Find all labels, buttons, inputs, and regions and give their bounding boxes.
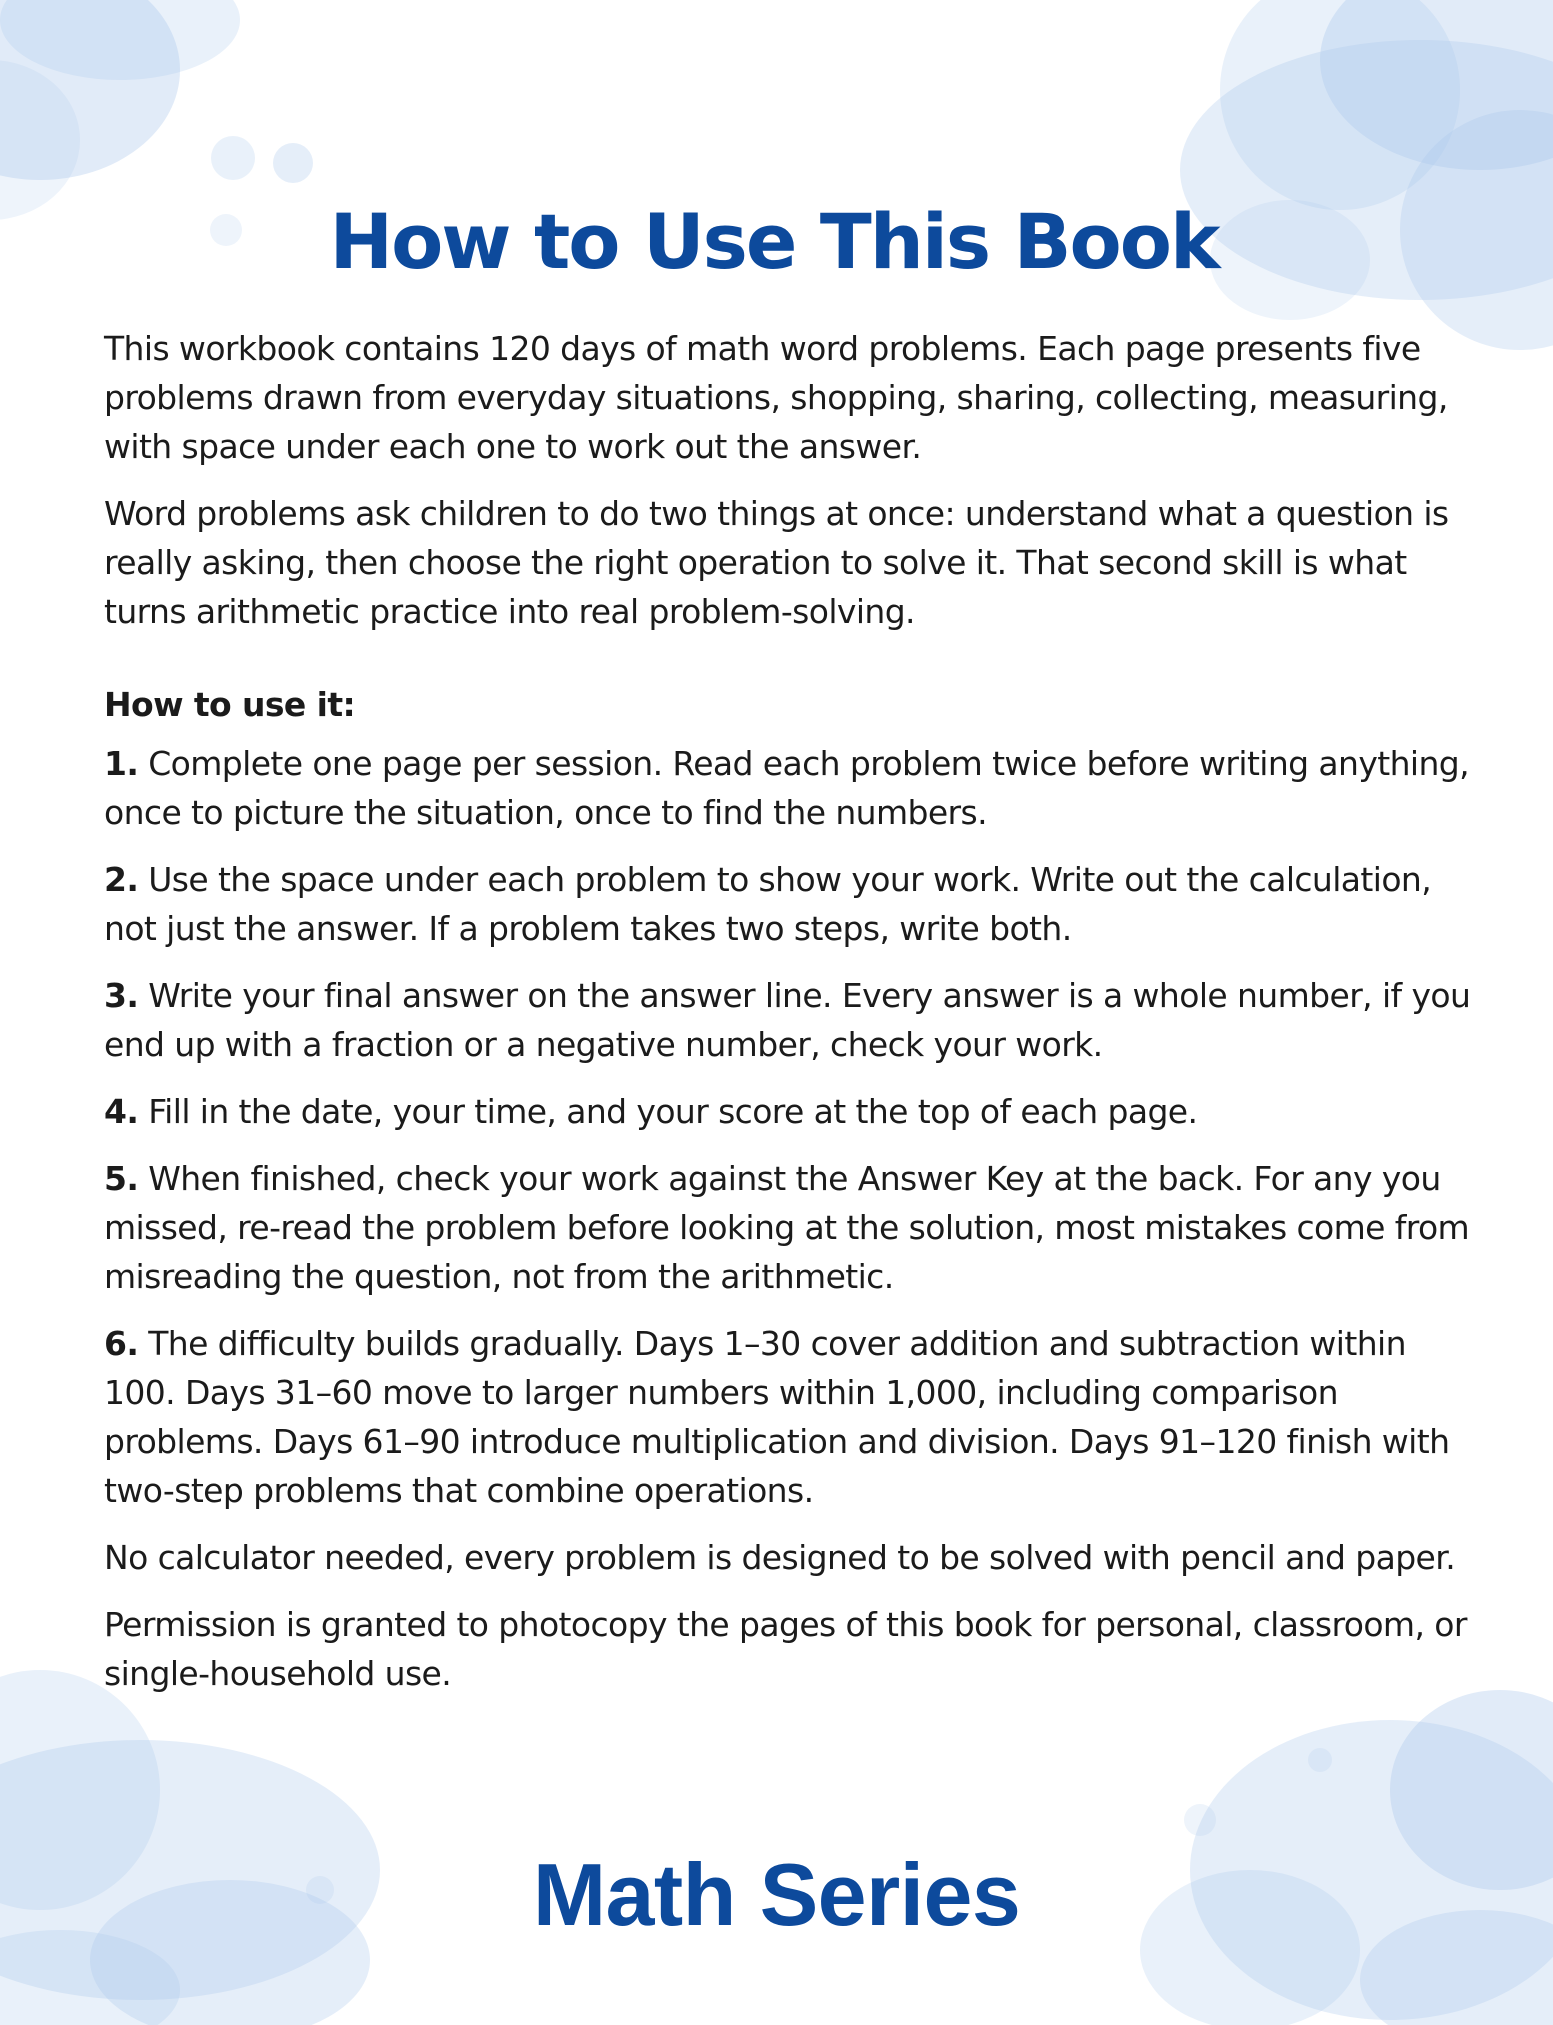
step-text: When finished, check your work against the Answer Key at the back. For any you missed, re-read the problem before looking at the solution, most mistakes come from misreading the question, not from the arithmetic. [104,1158,1470,1296]
step-number: 3. [104,975,139,1015]
step-number: 4. [104,1091,139,1131]
step-text: Fill in the date, your time, and your score at the top of each page. [148,1091,1198,1131]
step-text: Write your final answer on the answer line. Every answer is a whole number, if you end up with a fraction or a negative number, check your work. [104,975,1471,1064]
main-content [104,197,1474,1716]
step-2 [104,855,1474,953]
step-text: Use the space under each problem to show your work. Write out the calculation, not just the answer. If a problem takes two steps, write both. [104,859,1432,948]
page-title: How to Use This Book [329,197,1219,286]
step-number: 1. [104,743,139,783]
step-number: 6. [104,1323,139,1363]
closing-paragraph-1: No calculator needed, every problem is designed to be solved with pencil and paper. [104,1537,1456,1577]
step-text: The difficulty builds gradually. Days 1–30 cover addition and subtraction within 100. Days 31–60 move to larger numbers within 1,000, including comparison problems. Days 61–90 introduce multiplication and division. Days 91–120 finish with two-step problems that combine operations. [104,1323,1450,1510]
step-1 [104,739,1474,837]
step-5 [104,1154,1474,1301]
intro-paragraph-2: Word problems ask children to do two things at once: understand what a question is really asking, then choose the right operation to solve it. That second skill is what turns arithmetic practice into real problem-solving. [104,493,1449,631]
step-4 [104,1087,1474,1136]
closing-paragraph-2: Permission is granted to photocopy the pages of this book for personal, classroom, or single-household use. [104,1604,1467,1693]
step-6 [104,1319,1474,1515]
how-to-heading: How to use it: [104,684,356,724]
brand-footer: Math Series [532,1845,1021,1944]
step-text: Complete one page per session. Read each problem twice before writing anything, once to picture the situation, once to find the numbers. [104,743,1470,832]
step-number: 2. [104,859,139,899]
intro-paragraph-1: This workbook contains 120 days of math word problems. Each page presents five problems drawn from everyday situations, shopping, sharing, collecting, measuring, with space under each one to work out the answer. [104,328,1448,466]
step-3 [104,971,1474,1069]
step-number: 5. [104,1158,139,1198]
